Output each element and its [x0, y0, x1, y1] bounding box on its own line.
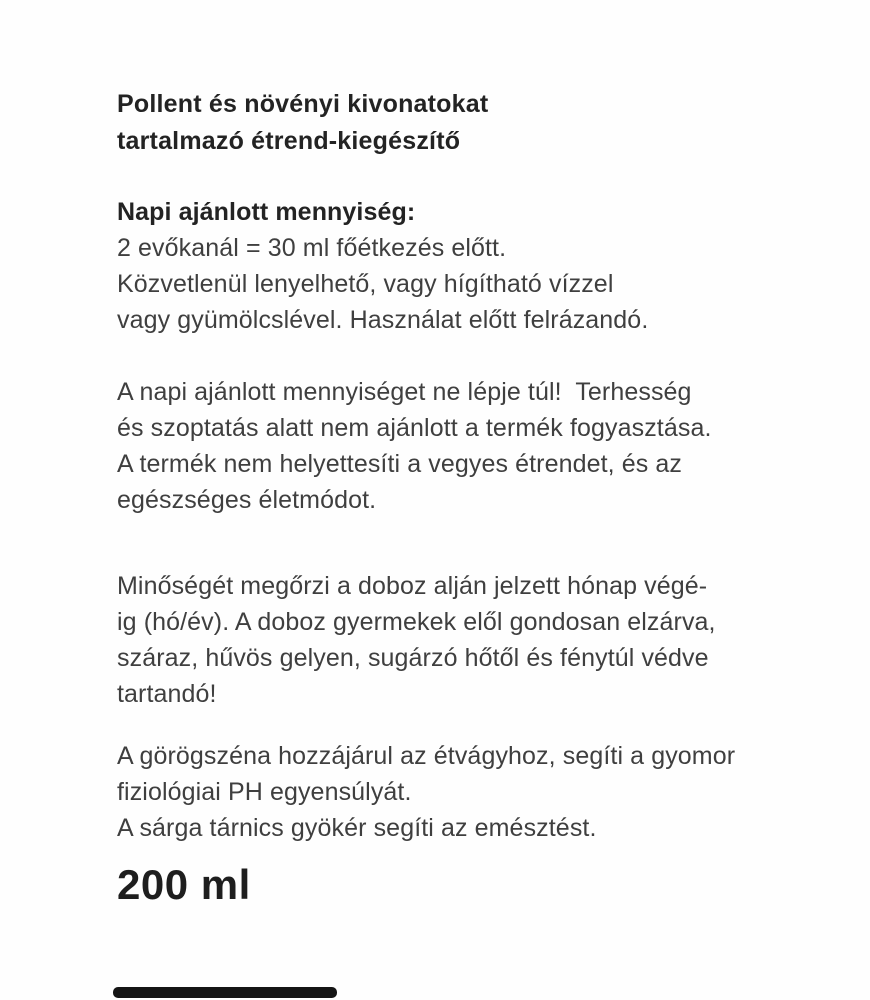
storage-line: Minőségét megőrzi a doboz alján jelzett hónap végé- [117, 572, 708, 600]
storage-line: tartandó! [117, 680, 217, 708]
volume-label: 200 ml [117, 861, 251, 908]
bottom-cutoff-bar [113, 987, 337, 998]
storage-line: ig (hó/év). A doboz gyermekek elől gondosan elzárva, [117, 608, 716, 636]
dosage-section [117, 194, 800, 338]
product-title-line: Pollent és növényi kivonatokat [117, 90, 489, 118]
warning-line: és szoptatás alatt nem ajánlott a termék fogyasztása. [117, 414, 712, 442]
benefits-line: fiziológiai PH egyensúlyát. [117, 778, 412, 806]
dosage-heading: Napi ajánlott mennyiség: [117, 198, 416, 226]
warning-line: A napi ajánlott mennyiséget ne lépje túl! Terhesség [117, 378, 692, 406]
warning-line: A termék nem helyettesíti a vegyes étrendet, és az [117, 450, 683, 478]
product-title-line: tartalmazó étrend-kiegészítő [117, 127, 461, 155]
dosage-line: 2 evőkanál = 30 ml főétkezés előtt. [117, 234, 507, 262]
warning-section [117, 374, 800, 518]
warning-line: egészséges életmódot. [117, 486, 377, 514]
dosage-line: Közvetlenül lenyelhető, vagy hígítható vízzel [117, 270, 614, 298]
benefits-line: A sárga tárnics gyökér segíti az emésztést. [117, 814, 597, 842]
dosage-line: vagy gyümölcslével. Használat előtt felrázandó. [117, 306, 649, 334]
product-title [117, 86, 800, 160]
benefits-section [117, 738, 800, 846]
storage-line: száraz, hűvös gelyen, sugárzó hőtől és fénytúl védve [117, 644, 709, 672]
storage-section [117, 568, 800, 712]
benefits-line: A görögszéna hozzájárul az étvágyhoz, segíti a gyomor [117, 742, 736, 770]
